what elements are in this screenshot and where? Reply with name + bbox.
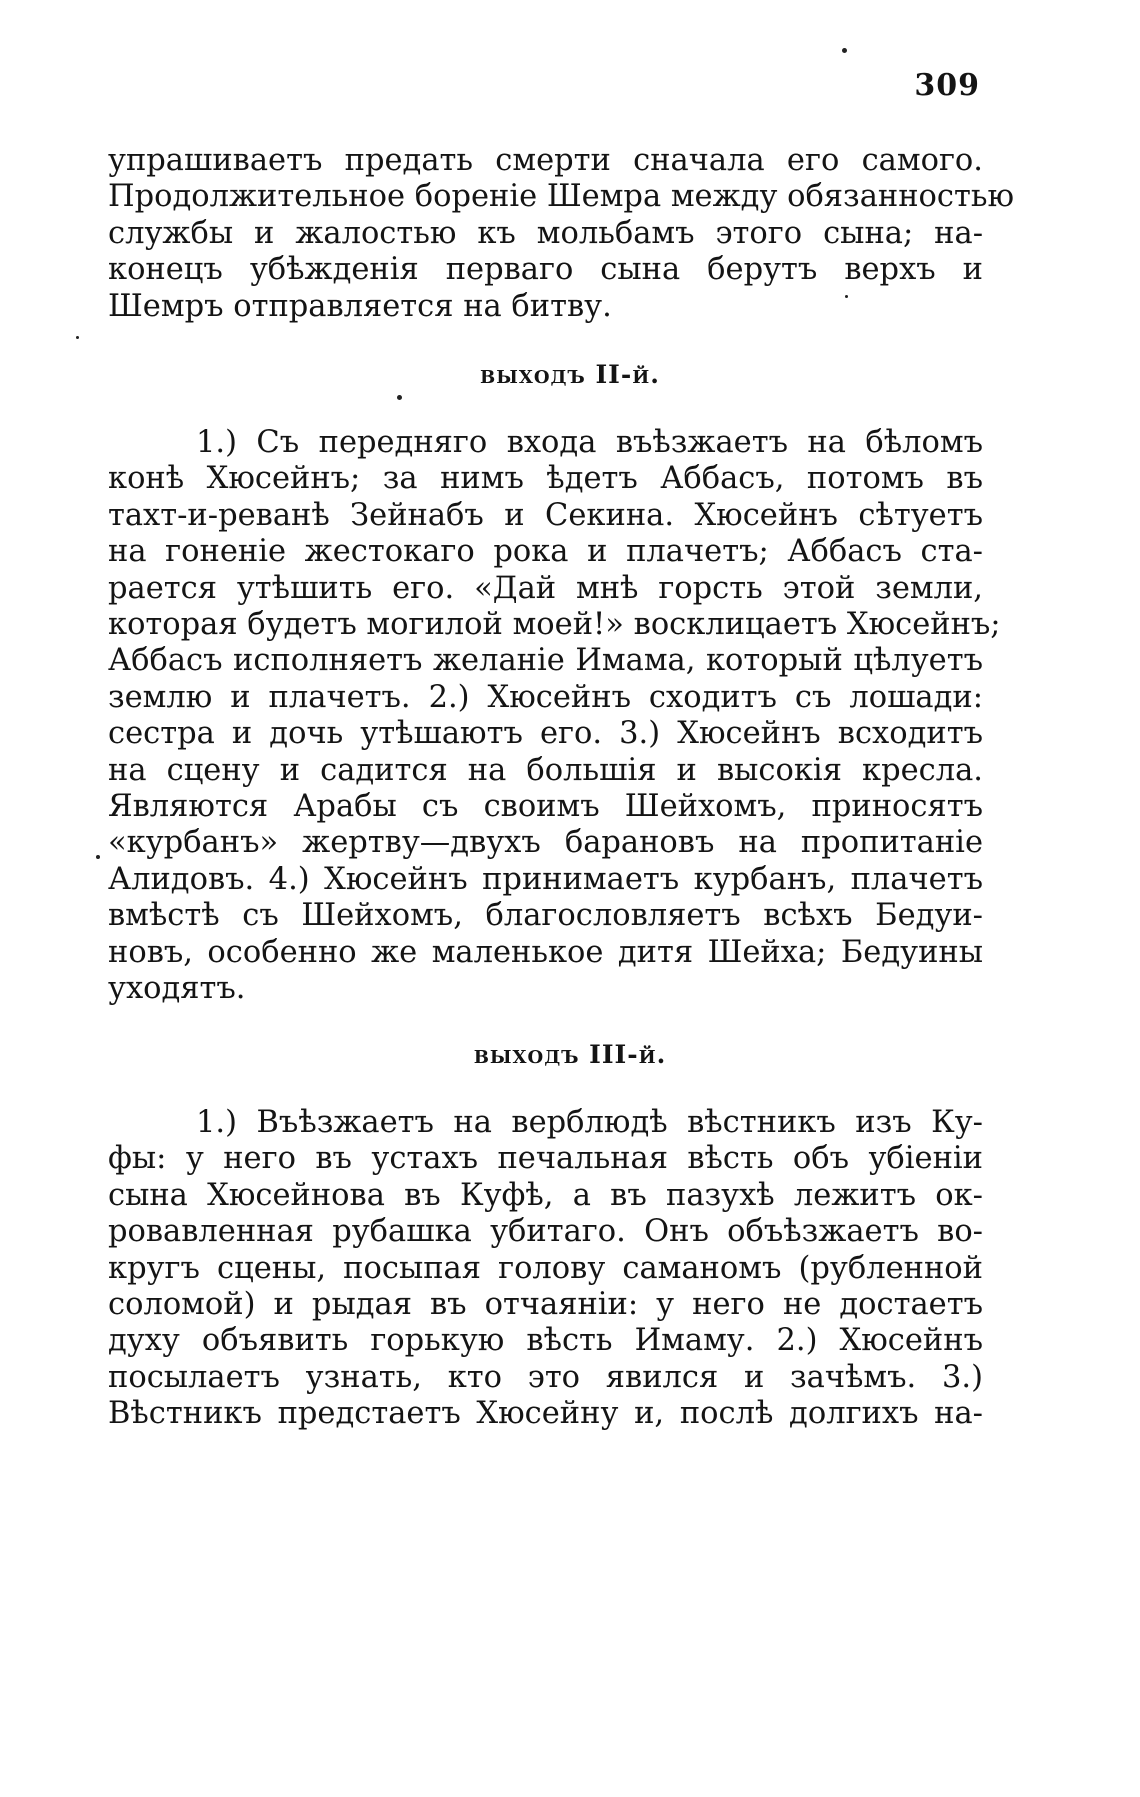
text-line: «курбанъ» жертву—двухъ барановъ на пропитаніе [108,825,983,861]
text-line: фы: у него въ устахъ печальная вѣсть объ убіеніи [108,1141,983,1177]
text-line: тахт-и-реванѣ Зейнабъ и Секина. Хюсейнъ сѣтуетъ [108,497,983,533]
text-line: посылаетъ узнать, кто это явился и зачѣмъ. 3.) [108,1359,983,1395]
text-line: ровавленная рубашка убитаго. Онъ объѣзжаетъ во- [108,1214,983,1250]
paragraph-3 [108,1105,983,1433]
text-line: сына Хюсейнова въ Куфѣ, а въ пазухѣ лежитъ ок- [108,1177,983,1213]
text-line: на сцену и садится на большія и высокія кресла. [108,752,983,788]
page-number: 309 [914,68,980,103]
text-line: уходятъ. [108,971,246,1007]
text-line: Продолжительное бореніе Шемра между обязанностью [108,179,1015,215]
ink-speck [845,295,848,298]
text-line: службы и жалостью къ мольбамъ этого сына; на- [108,215,983,251]
ink-speck [397,395,402,400]
text-line: 1.) Съ передняго входа въѣзжаетъ на бѣломъ [196,425,983,460]
text-line: конѣ Хюсейнъ; за нимъ ѣдетъ Аббасъ, потомъ въ [108,461,983,497]
text-line: упрашиваетъ предать смерти сначала его самого. [108,143,983,178]
text-line: вмѣстѣ съ Шейхомъ, благословляетъ всѣхъ Бедуи- [108,898,983,934]
text-line: Вѣстникъ предстаетъ Хюсейну и, послѣ долгихъ на- [108,1396,983,1432]
text-line: землю и плачетъ. 2.) Хюсейнъ сходитъ съ лошади: [108,679,983,715]
text-line: кругъ сцены, посыпая голову саманомъ (рубленной [108,1250,983,1286]
text-line: сестра и дочь утѣшаютъ его. 3.) Хюсейнъ всходитъ [108,716,983,752]
text-line: Являются Арабы съ своимъ Шейхомъ, приносятъ [108,789,983,825]
paragraph-1 [108,143,1015,325]
paragraph-2 [108,425,1001,1008]
text-line: Алидовъ. 4.) Хюсейнъ принимаетъ курбанъ, плачетъ [108,861,983,897]
text-line: новъ, особенно же маленькое дитя Шейха; Бедуины [108,934,983,970]
section-heading-2: выходъ II-й. [480,360,660,389]
text-line: на гоненіе жестокаго рока и плачетъ; Аббасъ ста- [108,534,983,570]
text-line: Аббасъ исполняетъ желаніе Имама, который цѣлуетъ [108,643,983,679]
section-heading-3: выходъ III-й. [473,1040,667,1069]
text-line: 1.) Въѣзжаетъ на верблюдѣ вѣстникъ изъ Ку- [196,1105,983,1140]
ink-speck [96,855,100,859]
text-line: духу объявить горькую вѣсть Имаму. 2.) Хюсейнъ [108,1323,983,1359]
text-line: рается утѣшить его. «Дай мнѣ горсть этой земли, [108,570,983,606]
text-line: соломой) и рыдая въ отчаяніи: у него не достаетъ [108,1287,983,1323]
text-line: конецъ убѣжденія перваго сына берутъ верхъ и [108,252,983,288]
ink-speck [842,48,847,53]
text-line: которая будетъ могилой моей!» восклицаетъ Хюсейнъ; [108,607,1001,643]
ink-speck [76,336,79,339]
text-line: Шемръ отправляется на битву. [108,288,612,324]
